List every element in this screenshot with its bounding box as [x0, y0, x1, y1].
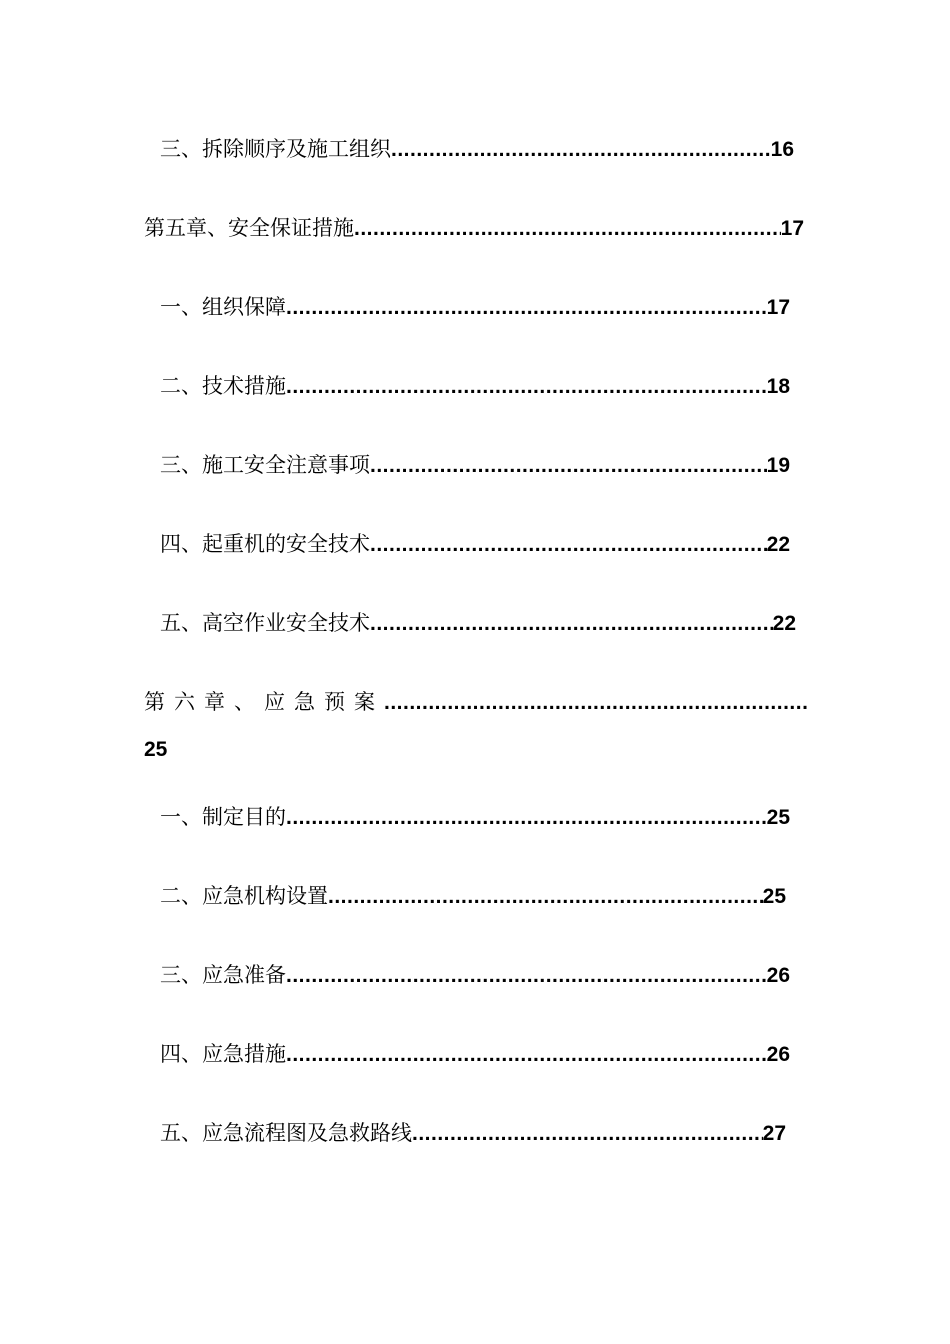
toc-entry-title: 一、组织保障: [160, 295, 286, 319]
toc-entry: [160, 134, 794, 165]
toc-leader-dots: [286, 293, 767, 323]
toc-entry: [160, 450, 790, 481]
toc-entry-title: 三、应急准备: [160, 963, 286, 987]
toc-entry-title: 二、应急机构设置: [160, 884, 328, 908]
toc-page-number: 25: [144, 738, 168, 761]
toc-entry: [160, 292, 790, 323]
toc-page-number: 27: [762, 1122, 786, 1145]
toc-leader-dots: [384, 688, 808, 718]
toc-entry-title: 二、技术措施: [160, 374, 286, 398]
toc-leader-dots: [286, 372, 767, 402]
toc-entry-title: 三、施工安全注意事项: [160, 453, 370, 477]
toc-entry: [160, 371, 790, 402]
toc-entry-title: 四、应急措施: [160, 1042, 286, 1066]
toc-entry-title: 第五章、安全保证措施: [144, 216, 354, 240]
toc-page-number: 22: [766, 533, 790, 556]
toc-entry-title: 一、制定目的: [160, 805, 286, 829]
toc-entry: [160, 529, 790, 560]
toc-page-number: 16: [770, 138, 794, 161]
toc-leader-dots: [370, 530, 767, 560]
toc-leader-dots: [286, 803, 767, 833]
toc-entry: [160, 960, 790, 991]
toc-entry-title: 五、高空作业安全技术: [160, 611, 370, 635]
toc-page-number: 25: [766, 806, 790, 829]
toc-chapter-entry: [144, 687, 808, 718]
toc-entry-title: 第六章、应急预案: [144, 690, 384, 714]
toc-leader-dots: [370, 609, 773, 639]
toc-page-number: 26: [766, 1043, 790, 1066]
toc-entry-title: 五、应急流程图及急救路线: [160, 1121, 412, 1145]
toc-entry-title: 四、起重机的安全技术: [160, 532, 370, 556]
toc-entry-title: 三、拆除顺序及施工组织: [160, 137, 391, 161]
toc-entry: [160, 608, 796, 639]
toc-leader-dots: [412, 1119, 763, 1149]
toc-leader-dots: [354, 214, 781, 244]
toc-page-number: 22: [772, 612, 796, 635]
toc-entry: [160, 1118, 786, 1149]
toc-entry: [160, 881, 786, 912]
toc-entry: [160, 802, 790, 833]
toc-page-number: 17: [780, 217, 804, 240]
toc-leader-dots: [286, 961, 767, 991]
toc-leader-dots: [370, 451, 767, 481]
toc-page-number: 18: [766, 375, 790, 398]
toc-page-number: 19: [766, 454, 790, 477]
toc-leader-dots: [286, 1040, 767, 1070]
toc-entry: [160, 1039, 790, 1070]
toc-chapter-entry: [144, 213, 804, 244]
toc-page-number: 25: [762, 885, 786, 908]
toc-page-number: 26: [766, 964, 790, 987]
toc-leader-dots: [328, 882, 763, 912]
toc-page-number: 17: [766, 296, 790, 319]
toc-leader-dots: [391, 135, 771, 165]
